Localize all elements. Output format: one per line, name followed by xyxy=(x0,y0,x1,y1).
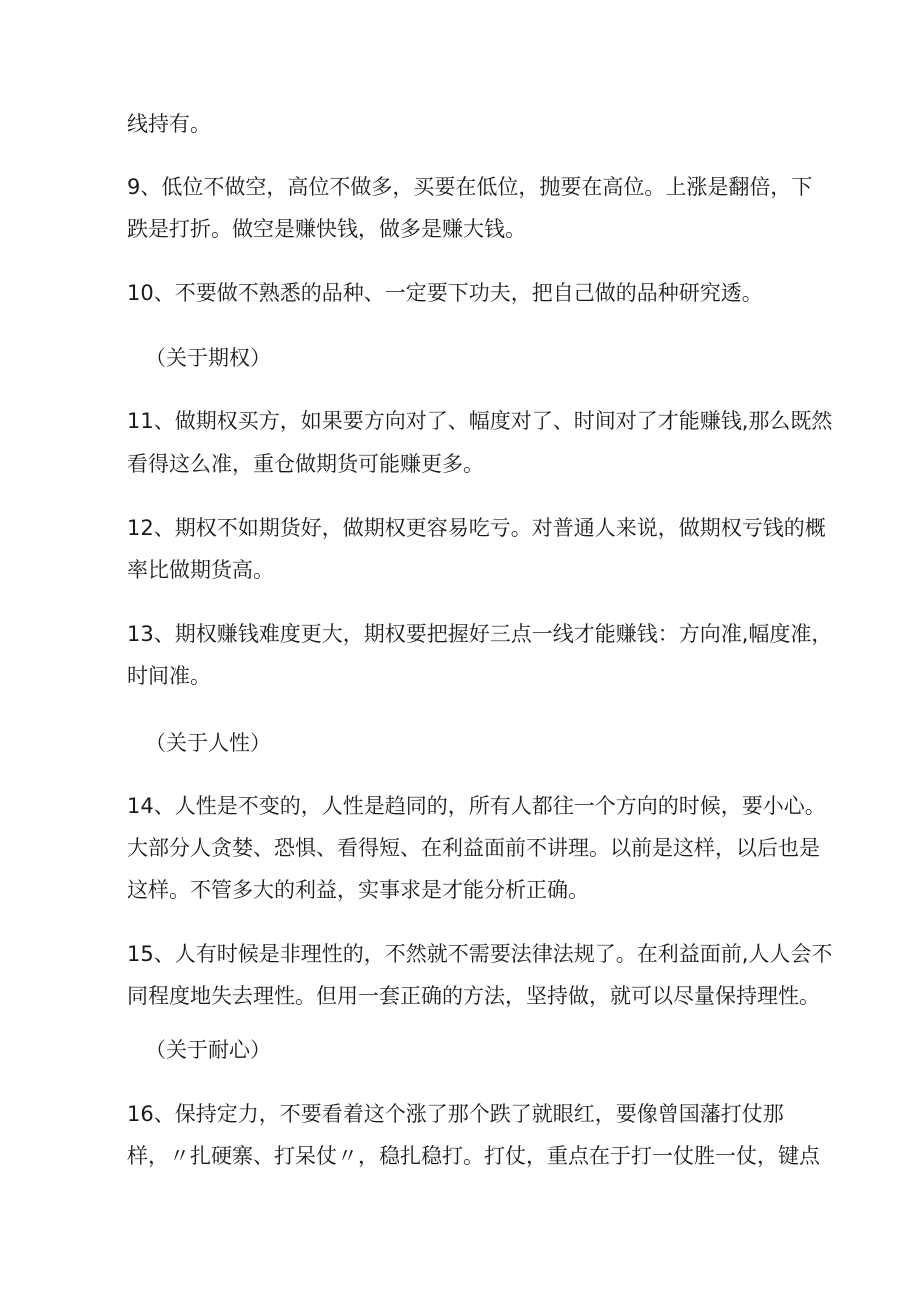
section-heading-options: （关于期权） xyxy=(145,346,271,370)
item-13-line-1: 13、期权赚钱难度更大，期权要把握好三点一线才能赚钱：方向准,幅度准， xyxy=(127,622,833,646)
item-14-line-2: 大部分人贪婪、恐惧、看得短、在利益面前不讲理。以前是这样，以后也是 xyxy=(127,836,820,860)
item-16-line-2: 样，〃扎硬寨、打呆仗〃，稳扎稳打。打仗，重点在于打一仗胜一仗，键点 xyxy=(127,1144,820,1168)
item-14-line-3: 这样。不管多大的利益，实事求是才能分析正确。 xyxy=(127,878,589,902)
text-line: 线持有。 xyxy=(127,112,211,136)
item-16-line-1: 16、保持定力，不要看着这个涨了那个跌了就眼红，要像曾国藩打仗那 xyxy=(127,1102,784,1126)
item-9-line-2: 跌是打折。做空是赚快钱，做多是赚大钱。 xyxy=(127,217,526,241)
item-11-line-2: 看得这么准，重仓做期货可能赚更多。 xyxy=(127,452,484,476)
item-14-line-1: 14、人性是不变的，人性是趋同的，所有人都往一个方向的时候，要小心。 xyxy=(127,794,826,818)
item-15-line-1: 15、人有时候是非理性的，不然就不需要法律法规了。在利益面前,人人会不 xyxy=(127,942,833,966)
item-9-line-1: 9、低位不做空，高位不做多，买要在低位，抛要在高位。上涨是翻倍，下 xyxy=(127,175,813,199)
item-13-line-2: 时间准。 xyxy=(127,664,211,688)
section-heading-human-nature: （关于人性） xyxy=(145,731,271,755)
item-15-line-2: 同程度地失去理性。但用一套正确的方法，坚持做，就可以尽量保持理性。 xyxy=(127,984,820,1008)
item-12-line-2: 率比做期货高。 xyxy=(127,558,274,582)
item-11-line-1: 11、做期权买方，如果要方向对了、幅度对了、时间对了才能赚钱,那么既然 xyxy=(127,409,833,433)
item-10-line-1: 10、不要做不熟悉的品种、一定要下功夫，把自己做的品种研究透。 xyxy=(127,281,763,305)
section-heading-patience: （关于耐心） xyxy=(145,1038,271,1062)
item-12-line-1: 12、期权不如期货好，做期权更容易吃亏。对普通人来说，做期权亏钱的概 xyxy=(127,516,826,540)
